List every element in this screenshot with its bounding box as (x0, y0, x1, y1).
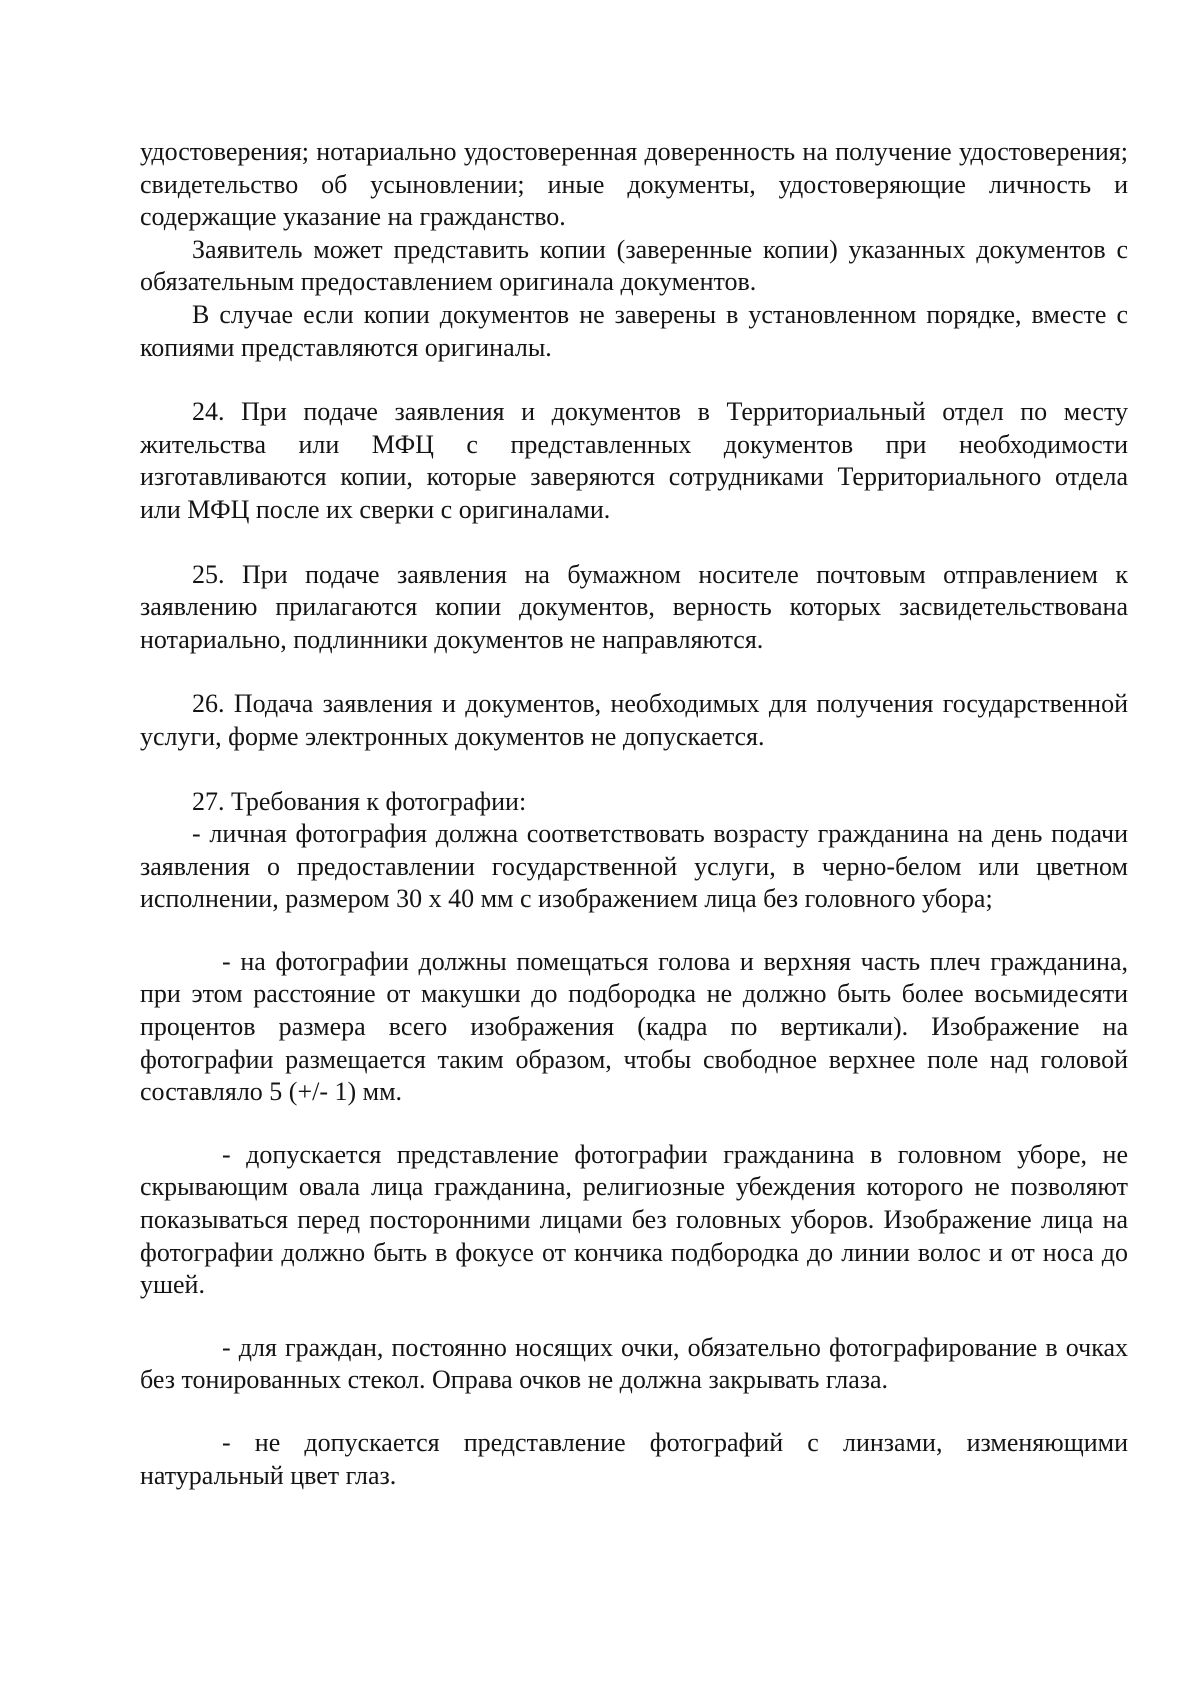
paragraph-item-24: 24. При подаче заявления и документов в Территориальный отдел по месту жительства или МФЦ с представленных документов при необходимости изготавливаются копии, которые заверяются сотрудниками Территориального отдела или МФЦ после их сверки с оригиналами. (140, 397, 1128, 524)
paragraph-item-27-heading: 27. Требования к фотографии: (192, 786, 527, 816)
document-page (140, 136, 1128, 1492)
paragraph-copies: Заявитель может представить копии (заверенные копии) указанных документов с обязательным предоставлением оригинала документов. (140, 234, 1128, 297)
paragraph-photo-requirement-2: - на фотографии должны помещаться голова и верхняя часть плеч гражданина, при этом расстояние от макушки до подбородка не должно быть более восьмидесяти процентов размера всего изображения (кадра по вертикали). Изображение на фотографии размещается таким образом, чтобы свободное верхнее поле над головой составляло 5 (+/- 1) мм. (140, 946, 1128, 1107)
paragraph-photo-requirement-3: - допускается представление фотографии гражданина в головном уборе, не скрывающим овала лица гражданина, религиозные убеждения которого не позволяют показываться перед посторонними лицами без головных уборов. Изображение лица на фотографии должно быть в фокусе от кончика подбородка до линии волос и от носа до ушей. (140, 1139, 1128, 1300)
paragraph-item-25: 25. При подаче заявления на бумажном носителе почтовым отправлением к заявлению прилагаются копии документов, верность которых засвидетельствована нотариально, подлинники документов не направляются. (140, 559, 1128, 654)
paragraph-originals: В случае если копии документов не заверены в установленном порядке, вместе с копиями представляются оригиналы. (140, 299, 1128, 362)
paragraph-photo-requirement-1: - личная фотография должна соответствовать возрасту гражданина на день подачи заявления о предоставлении государственной услуги, в черно-белом или цветном исполнении, размером 30 х 40 мм с изображением лица без головного убора; (140, 819, 1128, 914)
paragraph-item-26: 26. Подача заявления и документов, необходимых для получения государственной услуги, форме электронных документов не допускается. (140, 689, 1128, 751)
paragraph-photo-requirement-4: - для граждан, постоянно носящих очки, обязательно фотографирование в очках без тонированных стекол. Оправа очков не должна закрывать глаза. (140, 1332, 1128, 1395)
paragraph-document-list: удостоверения; нотариально удостоверенная доверенность на получение удостоверения; свидетельство об усыновлении; иные документы, удостоверяющие личность и содержащие указание на гражданство. (140, 137, 1128, 232)
paragraph-photo-requirement-5: - не допускается представление фотографий с линзами, изменяющими натуральный цвет глаз. (140, 1428, 1128, 1490)
